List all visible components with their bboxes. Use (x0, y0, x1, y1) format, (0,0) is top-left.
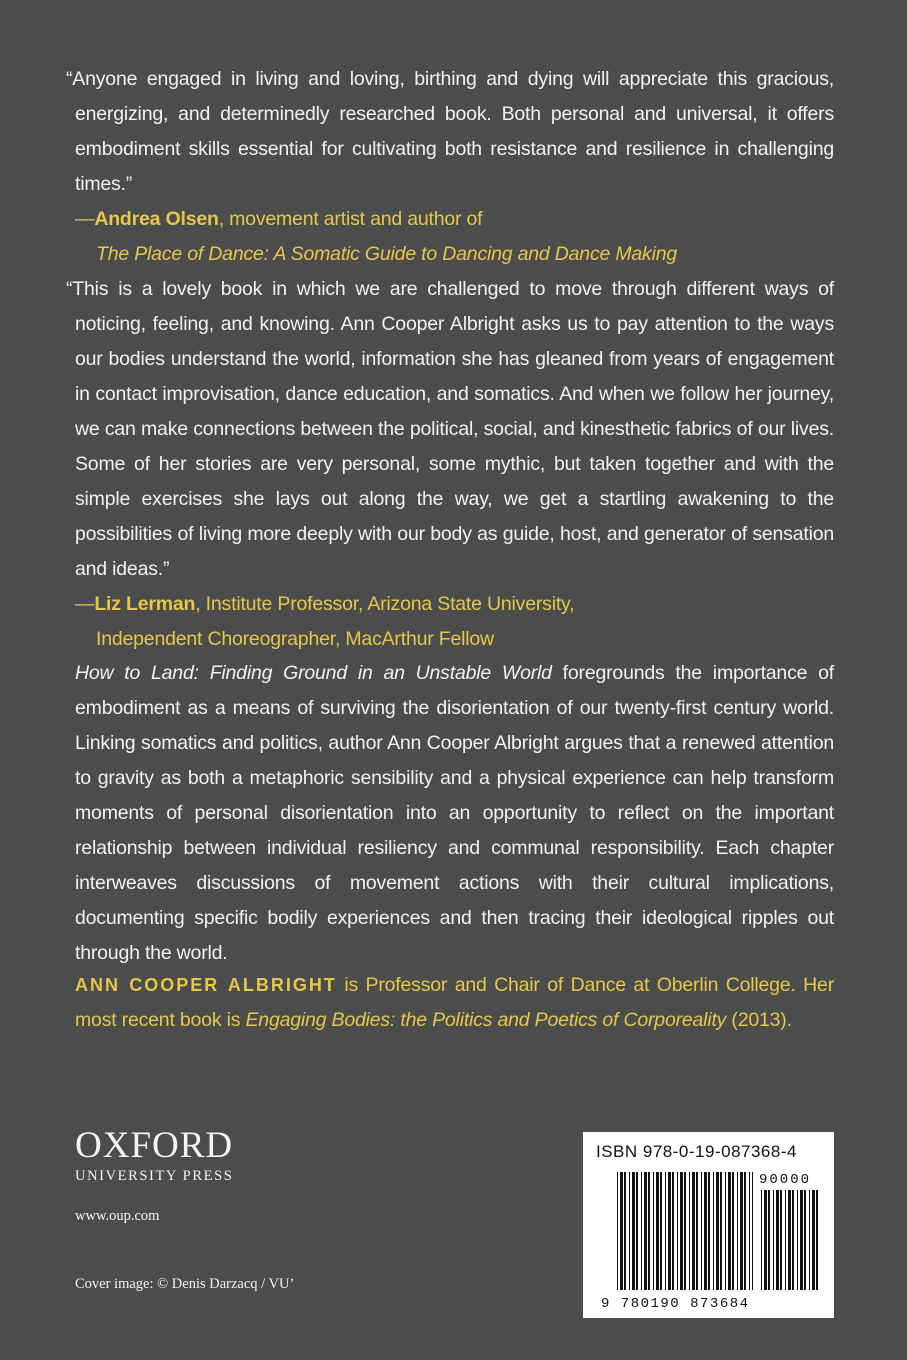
isbn-label: ISBN 978-0-19-087368-4 (596, 1142, 797, 1161)
barcode-bar (792, 1190, 794, 1290)
barcode-bar (696, 1172, 698, 1290)
barcode-bar (716, 1172, 719, 1290)
barcode-bars (583, 1132, 834, 1318)
barcode-bar (656, 1172, 659, 1290)
barcode-bar (728, 1172, 731, 1290)
attribution-role-line2: Independent Choreographer, MacArthur Fellow (96, 628, 494, 650)
quote-text: “Anyone engaged in living and loving, birthing and dying will appreciate this gracious, energizing, and determinedly researched book. Both personal and universal, it offers embodiment skills essential for cultivating both resistance and resilience in challenging times.” (66, 68, 834, 195)
cover-credit: Cover image: © Denis Darzacq / VU’ (75, 1276, 295, 1292)
attribution-role: , Institute Professor, Arizona State University, (195, 593, 575, 615)
barcode-box (583, 1132, 834, 1318)
barcode-bar (768, 1190, 770, 1290)
barcode-addon: 90000 (759, 1172, 812, 1188)
attribution-role: , movement artist and author of (218, 208, 483, 230)
attribution-name: Andrea Olsen (94, 208, 219, 230)
barcode-bar (788, 1190, 791, 1290)
barcode-bar (701, 1172, 702, 1290)
barcode-bar (737, 1172, 738, 1290)
barcode-bar (665, 1172, 666, 1290)
barcode-bar (752, 1172, 753, 1290)
barcode-bar (732, 1172, 734, 1290)
barcode-bar (720, 1172, 722, 1290)
barcode-bar (812, 1190, 815, 1290)
book-description (64, 656, 834, 971)
bio-book: Engaging Bodies: the Politics and Poetics of Corporeality (245, 1009, 727, 1031)
barcode-bar (668, 1172, 671, 1290)
attribution-name: Liz Lerman (94, 593, 196, 615)
barcode-bar (797, 1190, 798, 1290)
barcode-bar (804, 1190, 806, 1290)
barcode-bar (816, 1190, 818, 1290)
barcode-bar (684, 1172, 686, 1290)
barcode-bar (744, 1172, 746, 1290)
barcode-bar (749, 1172, 750, 1290)
barcode-bar (653, 1172, 654, 1290)
barcode-bar (708, 1172, 710, 1290)
barcode-bar (773, 1190, 774, 1290)
barcode-bar (632, 1172, 635, 1290)
barcode-bar (644, 1172, 647, 1290)
barcode-bar (725, 1172, 726, 1290)
barcode-bar (692, 1172, 695, 1290)
barcode-bar (704, 1172, 707, 1290)
publisher-block (75, 1125, 234, 1225)
barcode-bar (689, 1172, 690, 1290)
barcode-bar (785, 1190, 786, 1290)
barcode-bar (660, 1172, 662, 1290)
attribution-dash: — (75, 593, 95, 615)
author-bio (64, 968, 834, 1038)
barcode-bar (636, 1172, 638, 1290)
barcode-bar (740, 1172, 743, 1290)
barcode-bar (624, 1172, 626, 1290)
barcode-bar (764, 1190, 767, 1290)
barcode-bar (761, 1190, 762, 1290)
barcode-bar (776, 1190, 779, 1290)
publisher-press: UNIVERSITY PRESS (75, 1168, 234, 1184)
attribution-book: The Place of Dance: A Somatic Guide to Dancing and Dance Making (96, 243, 678, 265)
barcode-bar (800, 1190, 803, 1290)
barcode-bar (713, 1172, 714, 1290)
bio-author: ANN COOPER ALBRIGHT (75, 975, 337, 995)
barcode-bar (620, 1172, 623, 1290)
barcode-bar (680, 1172, 683, 1290)
barcode-ean: 9 780190 873684 (601, 1296, 750, 1312)
description-title: How to Land: Finding Ground in an Unstable World (75, 662, 552, 684)
description-text (64, 656, 834, 971)
barcode-bar (648, 1172, 650, 1290)
barcode-bar (677, 1172, 678, 1290)
testimonial-lerman (64, 272, 834, 657)
quote-text: “This is a lovely book in which we are challenged to move through different ways of noticing, feeling, and knowing. Ann Cooper Albright asks us to pay attention to the ways our bodies understand the world, information she has gleaned from years of engagement in contact improvisation, dance education, and somatics. And when we follow her journey, we can make connections between the political, social, and kinesthetic fabrics of our lives. Some of her stories are very personal, some mythic, but taken together and with the simple exercises she lays out along the way, we get a startling awakening to the possibilities of living more deeply with our body as guide, host, and generator of sensation and ideas.” (66, 278, 834, 580)
description-body: foregrounds the importance of embodiment as a means of surviving the disorientation of our twenty-first century world. Linking somatics and politics, author Ann Cooper Albright argues that a renewed attention to gravity as both a metaphoric sensibility and a physical experience can help transform moments of personal disorientation into an opportunity to reflect on the important relationship between individual resiliency and communal responsibility. Each chapter interweaves discussions of movement actions with their cultural implications, documenting specific bodily experiences and then tracing their ideological ripples out through the world. (75, 662, 835, 964)
barcode-bar (809, 1190, 810, 1290)
quote-attribution (64, 587, 834, 657)
testimonial-olsen (64, 62, 834, 272)
barcode-bar (617, 1172, 618, 1290)
publisher-url: www.oup.com (75, 1208, 160, 1224)
attribution-dash: — (75, 208, 95, 230)
bio-text (64, 968, 834, 1038)
quote-attribution (64, 202, 834, 272)
bio-text-2: (2013). (726, 1009, 792, 1031)
barcode-bar (629, 1172, 630, 1290)
barcode-bar (672, 1172, 674, 1290)
bio-text-1: is Professor and Chair of Dance at Oberlin College. Her most recent book is (75, 974, 834, 1031)
publisher-logo: OXFORD (75, 1125, 234, 1166)
barcode-bar (641, 1172, 642, 1290)
barcode-bar (780, 1190, 782, 1290)
